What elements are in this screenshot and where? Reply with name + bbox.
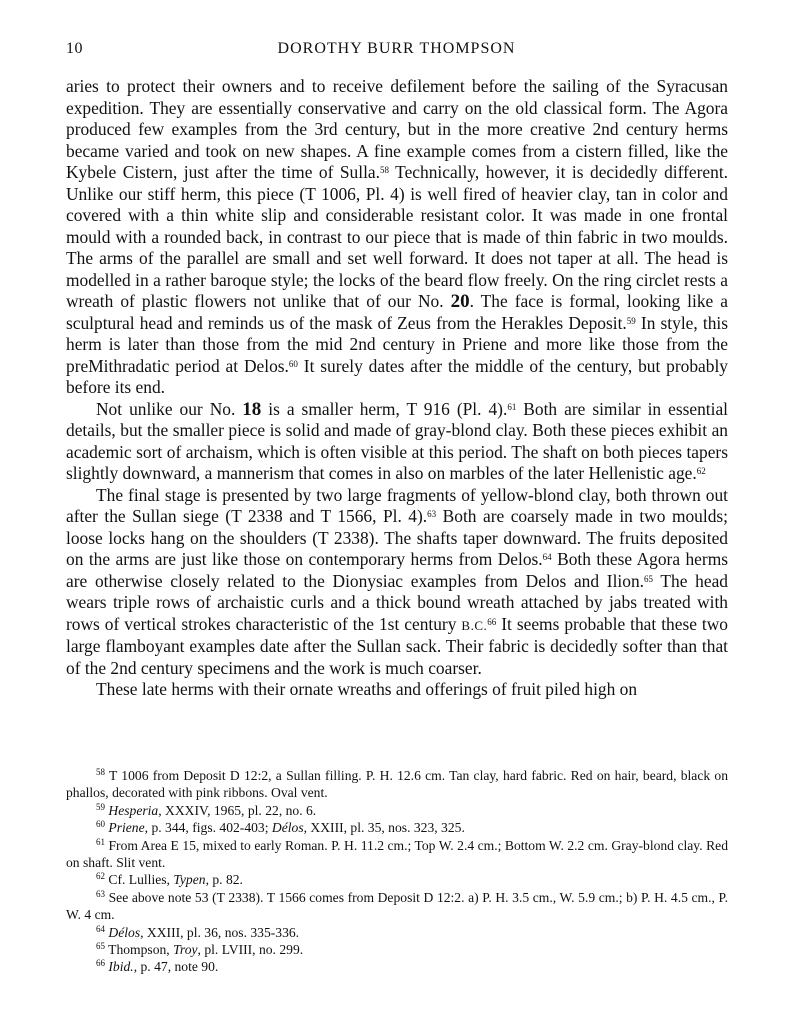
- footnote-ref: 58: [379, 165, 389, 176]
- text-run: Both are similar in essential details, but the smaller piece is solid and made of gray-blond clay. Both these pieces exhibit an academic sort of archaism, which is often visible at this period. The shaft on both pieces tapers slightly downward, a mannerism that comes in also on marbles of the later Hellenistic age.: [66, 398, 728, 483]
- footnote-text: , p. 82.: [205, 872, 243, 888]
- footnote-text: , XXIII, pl. 36, nos. 335-336.: [140, 924, 300, 940]
- footnote: [66, 767, 728, 802]
- text-run: Both are coarsely made in two moulds; loose locks hang on the shoulders (T 2338). The shafts taper downward. The fruits deposited on the arms are just like those on contemporary herms from Delos.: [66, 506, 728, 569]
- footnote: [66, 837, 728, 872]
- footnote-number: 61: [96, 836, 105, 847]
- footnote-text: See above note 53 (T 2338). T 1566 comes from Deposit D 12:2. a) P. H. 3.5 cm., W. 5.9 cm.; b) P. H. 4.5 cm., P. W. 4 cm.: [66, 889, 728, 923]
- text-run: In style, this herm is later than those from the mid 2nd century in Priene and more like those from the preMithradatic period at Delos.: [66, 312, 728, 376]
- italic-title: Délos: [105, 924, 141, 940]
- text-run: is a smaller herm, T 916 (Pl. 4).: [261, 398, 508, 419]
- text-run: These late herms with their ornate wreaths and offerings of fruit piled high on: [96, 679, 638, 699]
- paragraph: [66, 76, 728, 399]
- italic-title: Ibid.: [105, 959, 134, 975]
- footnote: [66, 802, 728, 819]
- running-title: DOROTHY BURR THOMPSON: [277, 40, 516, 57]
- footnote-number: 64: [96, 923, 105, 934]
- footnote-number: 65: [96, 941, 105, 952]
- text-run: Not unlike our No.: [96, 398, 243, 419]
- text-run: It seems probable that these two large flamboyant examples date after the Sullan sack. Their fabric is decidedly softer than that of the 2nd century specimens and the work is much coarser.: [66, 613, 728, 678]
- footnote-text: Cf. Lullies,: [105, 872, 174, 888]
- italic-title: Typen: [173, 872, 206, 888]
- footnote-ref: 59: [626, 315, 636, 326]
- footnote-text: Thompson,: [105, 942, 174, 958]
- footnote-ref: 63: [427, 509, 437, 520]
- footnote-number: 62: [96, 871, 105, 882]
- footnote: [66, 819, 728, 836]
- footnote: [66, 924, 728, 941]
- footnote-text: , XXIII, pl. 35, nos. 323, 325.: [303, 820, 465, 836]
- footnote: [66, 941, 728, 958]
- italic-title: Troy: [173, 942, 198, 958]
- footnote: [66, 958, 728, 975]
- text-run: Technically, however, it is decidedly different. Unlike our stiff herm, this piece (T 1006, Pl. 4) is well fired of heavier clay, tan in color and covered with a thin white slip and considerable resistant color. It was made in one frontal mould with a rounded back, in contrast to our piece that is made of thin fabric in two moulds. The arms of the parallel are small and set well forward. It does not taper at all. The head is modelled in a rather baroque style; the locks of the beard flow freely. On the ring circlet rests a wreath of plastic flowers not unlike that of our No.: [66, 162, 729, 311]
- footnote-text: , p. 344, figs. 402-403;: [144, 820, 272, 836]
- footnote-text: , XXXIV, 1965, pl. 22, no. 6.: [158, 802, 317, 818]
- footnote: [66, 871, 728, 888]
- small-caps-text: B.C.: [461, 617, 488, 633]
- text-run: It surely dates after the middle of the century, but probably before its end.: [66, 355, 728, 397]
- footnote-text: From Area E 15, mixed to early Roman. P. H. 11.2 cm.; Top W. 2.4 cm.; Bottom W. 2.2 cm. Gray-blond clay. Red on shaft. Slit vent.: [66, 837, 728, 871]
- text-run: aries to protect their owners and to receive defilement before the sailing of the Syracusan expedition. They are essentially conservative and carry on the old classical form. The Agora produced few examples from the 3rd century, but in the more creative 2nd century herms became varied and took on new shapes. A fine example comes from a cistern filled, like the Kybele Cistern, just after the time of Sulla.: [66, 76, 728, 182]
- footnote-ref: 62: [696, 466, 706, 477]
- text-run: The final stage is presented by two large fragments of yellow-blond clay, both thrown out after the Sullan siege (T 2338 and T 1566, Pl. 4).: [66, 484, 728, 526]
- footnote-ref: 60: [288, 358, 298, 369]
- footnote-number: 59: [96, 801, 105, 812]
- text-run: Both these Agora herms are otherwise closely related to the Dionysiac examples from Delos and Ilion.: [66, 549, 728, 591]
- footnote-number: 60: [96, 819, 105, 830]
- footnote-ref: 65: [644, 573, 653, 584]
- catalogue-number: 18: [242, 398, 262, 420]
- footnote-ref: 64: [542, 552, 552, 563]
- italic-title: Délos: [271, 820, 304, 836]
- footnote-ref: 61: [507, 401, 517, 412]
- running-head: [66, 40, 727, 62]
- footnote-number: 66: [96, 958, 105, 969]
- paragraph: [66, 399, 728, 485]
- footnotes: [66, 767, 728, 976]
- text-run: . The face is formal, looking like a sculptural head and reminds us of the mask of Zeus from the Herakles Deposit.: [66, 291, 728, 333]
- paragraph: [66, 679, 728, 701]
- footnote-ref: 66: [487, 616, 497, 627]
- text-run: The head wears triple rows of archaistic curls and a thick bound wreath attached by jabs treated with rows of vertical strokes characteristic of the 1st century: [66, 570, 728, 634]
- footnote-number: 63: [96, 888, 105, 899]
- footnote-text: , pl. LVIII, no. 299.: [197, 942, 304, 958]
- paragraph: [66, 485, 728, 680]
- footnote-text: , p. 47, note 90.: [133, 959, 219, 975]
- page-number: 10: [66, 40, 83, 57]
- footnote-text: T 1006 from Deposit D 12:2, a Sullan filling. P. H. 12.6 cm. Tan clay, hard fabric. Red on hair, beard, black on phallos, decorated with pink ribbons. Oval vent.: [66, 768, 728, 801]
- body-text: [66, 76, 728, 701]
- italic-title: Priene: [105, 820, 145, 836]
- footnote: [66, 889, 728, 924]
- footnote-number: 58: [96, 767, 105, 778]
- italic-title: Hesperia: [105, 802, 159, 818]
- catalogue-number: 20: [450, 291, 470, 312]
